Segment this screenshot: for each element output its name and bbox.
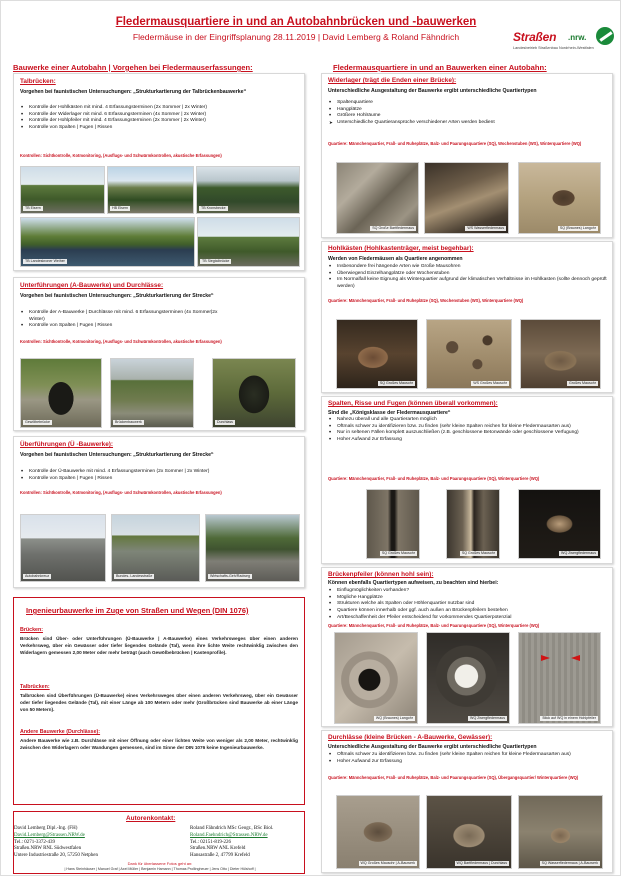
photo — [426, 319, 512, 389]
list-item: • Kontrolle von Spalten | Fugen | Rissen — [20, 323, 220, 330]
photo-caption: HB Eisern — [112, 206, 129, 210]
photo-caption: WQ Zwergfledermaus — [561, 551, 596, 555]
andere-bauwerke-text: Andere Bauwerke wie z.B. Durchlässe mit einer Öffnung oder einer lichten Weite von weniger als 2,00 Meter, rechtwinklig zwischen den Widerlagern oder Wandungen gemessen, sind im Sinne der DIN 1076 keine Ingenieurbauwerke. — [20, 738, 298, 750]
list-item: • Hoher Aufwand zur Erfassung — [328, 437, 608, 444]
talbruecken-def-text: Talbrücken sind Überführungen (Ü-Bauwerke) eines Verkehrsweges über einen anderen Verkehrsweg, über ein Gewässer oder tiefer liegendes Gelände (Tal), mit einer Länge ab 100 Metern oder mehr (Großbrücken sind Bauwerke ab einer Länge von 50 Metern). — [20, 693, 298, 712]
photo — [336, 319, 418, 389]
list-item: • Größere Hohlräume — [328, 113, 608, 120]
list-item: • Strukturen welche als Spalten oder Höhlenquartier nutzbar sind — [328, 601, 608, 608]
photo — [366, 489, 420, 559]
photo-caption: TB Eisern — [25, 206, 41, 210]
contact-box — [13, 811, 305, 874]
photo-caption: WS Großes Mausohr — [473, 381, 507, 385]
photo-caption: WQ Großes Mausohr | A-Bauwerk — [360, 861, 415, 865]
poster-title: Fledermausquartiere in und an Autobahnbrücken und -bauwerken — [115, 16, 477, 28]
andere-bauwerke-head: Andere Bauwerke (Durchlässe): — [20, 729, 101, 735]
photo — [518, 489, 601, 559]
unterfuehrungen-controls: Kontrollen: Sichtkontrolle, Kotmonitoring, (Ausflugs- und Schwärmkontrollen, akustische Erfassungen) — [20, 339, 222, 344]
spalten-list — [328, 417, 608, 444]
photo-caption: TB Landeskroner Weiher — [25, 259, 65, 263]
photo — [110, 358, 194, 428]
photo — [336, 162, 419, 234]
road-sign-icon — [596, 27, 614, 45]
talbruecken-box — [13, 73, 305, 271]
author-contact-faehndrich — [190, 826, 306, 860]
list-item: • Art/Beschaffenheit der Pfeiler entscheidend für vorkommendes Quartierpotenzial — [328, 615, 608, 622]
widerlager-box — [321, 73, 613, 238]
photo — [518, 795, 603, 869]
photo-credits-heading: Dank für überlassene Fotos geht an: — [127, 861, 193, 866]
right-column-heading: Fledermausquartiere in und an Bauwerken einer Autobahn: — [333, 63, 547, 72]
pfeiler-title: Brückenpfeiler (können hohl sein): — [328, 571, 434, 578]
hohlkaesten-quartiere: Quartiere: Männchenquartier, Fraß- und Ruheplätze (SQ), Wochenstuben (WS), Winterquartiere (WQ) — [328, 298, 524, 303]
durchlaesse-title: Durchlässe (kleine Brücken - A-Bauwerke, Gewässer): — [328, 734, 493, 741]
list-item: • Nahezu überall und alle Quartierarten möglich — [328, 417, 608, 424]
photo-caption: SQ Großes Mausohr — [461, 551, 495, 555]
widerlager-title: Widerlager (trägt die Enden einer Brücke): — [328, 77, 457, 84]
photo — [20, 514, 106, 582]
contact-title: Autorenkontakt: — [126, 815, 176, 822]
list-item: • Insbesondere frei hängende Arten wie Große Mausohren — [328, 264, 608, 271]
widerlager-quartiere: Quartiere: Männchenquartier, Fraß- und Ruheplätze, Balz- und Paarungsquartiere (SQ), Wochenstuben (WS), Winterquartiere (WQ) — [328, 141, 582, 146]
pfeiler-sub: Können ebenfalls Quartiertypen aufweisen, zu beachten sind hierbei: — [328, 580, 499, 586]
list-item: • Kontrolle der Hohlkästen mit mind. 4 Erfassungsterminen (2x Sommer | 2x Winter) — [20, 105, 300, 112]
spalten-quartiere: Quartiere: Männchenquartier, Fraß- und Ruheplätze, Balz- und Paarungsquartiere (SQ), Winterquartiere (WQ) — [328, 476, 540, 481]
widerlager-list — [328, 100, 608, 127]
photo-caption: WS Wasserfledermaus — [467, 226, 504, 230]
photo — [518, 162, 601, 234]
photo-caption: WQ Bartfledermaus | Durchlass — [456, 861, 507, 865]
logo-tagline: Landesbetrieb Straßenbau Nordrhein-Westfalen — [513, 46, 594, 50]
unterfuehrungen-box — [13, 277, 305, 431]
photo-caption: Wirtschafts-Geh/Radweg — [210, 574, 250, 578]
logo-nrw: .nrw. — [568, 33, 587, 42]
photo-caption: TB Siegtalbrücke — [202, 259, 230, 263]
photo — [20, 217, 195, 267]
photo-caption: Blick auf WQ in einem Hohlpfeiler — [542, 716, 596, 720]
list-item: • Nur in seltenen Fällen komplett auszuschließen (z.B. geschlossene Betonwände oder geschlossene Verfugung) — [328, 430, 608, 437]
photo — [20, 166, 105, 214]
spalten-box — [321, 396, 613, 564]
red-arrow-icon — [571, 655, 580, 661]
pfeiler-quartiere: Quartiere: Männchenquartier, Fraß- und Ruheplätze, Balz- und Paarungsquartiere (SQ), Winterquartiere (WQ) — [328, 623, 540, 628]
author-office: Straßen.NRW ANL Krefeld — [190, 846, 246, 852]
red-arrow-icon — [541, 655, 550, 661]
ueberfuehrungen-list — [20, 469, 300, 482]
strassen-nrw-logo — [513, 27, 617, 57]
durchlaesse-box — [321, 730, 613, 873]
hohlkaesten-box — [321, 241, 613, 393]
list-item: • Kontrolle der Widerlager mit mind. 6 Erfassungsterminen (4x Sommer | 2x Winter) — [20, 112, 300, 119]
talbruecken-list — [20, 105, 300, 132]
list-item: • Kontrolle der A-Bauwerke | Durchlässe mit mind. 6 Erfassungsterminen (4x Sommer|2x Winter) — [20, 310, 220, 323]
poster-subtitle: Fledermäuse in der Eingriffsplanung 28.11.2019 | David Lemberg & Roland Fähndrich — [132, 32, 460, 42]
hohlkaesten-sub: Werden von Fledermäusen als Quartiere angenommen — [328, 256, 463, 262]
list-item: • Im Normalfall keine Eignung als Winterquartier aufgrund der klimatischen Verhältnisse im Hohlkasten (sollte dennoch geprüft werden) — [328, 277, 608, 290]
talbruecken-def-head: Talbrücken: — [20, 684, 50, 690]
bruecken-text: Brücken sind Über- oder Unterführungen (Ü-Bauwerke | A-Bauwerke) eines Verkehrsweges über einen anderen Verkehrsweg, über ein Gewässer oder tiefer liegendes Gelände (Tal), wenn ihre lichte Weite rechtwinklig zwischen den Widerlagern gemessen 2,00 Meter oder mehr beträgt (auch Gewölbebrücken | Kastenprofile). — [20, 636, 298, 655]
photo — [424, 162, 509, 234]
photo-caption: SQ Große Bartfledermaus — [372, 226, 414, 230]
author-name: David Lemberg Dipl.-Ing. (FH) — [14, 826, 78, 831]
list-item: • Überwiegend Einzelhangplätze oder Wochenstuben — [328, 271, 608, 278]
author-email-link[interactable]: David.Lemberg@Strassen.NRW.de — [14, 832, 85, 838]
photo-caption: SQ Großes Mausohr — [381, 551, 415, 555]
photo-credits-names: | Hans Steinhäuser | Manuel Graf | Axel Müller | Benjamin Hamann | Thomas Prollingheuer | Jens Otto | Dieter Hülshoff | — [64, 867, 256, 871]
photo-caption: Bundes- Landesstraße — [116, 574, 153, 578]
author-phone: Tel.: 0271-3372-439 — [14, 839, 56, 845]
ueberfuehrungen-sub: Vorgehen bei faunistischen Untersuchungen: „Strukturkartierung der Strecke“ — [20, 452, 214, 458]
photo — [197, 217, 300, 267]
photo-caption: SQ Großes Mausohr — [379, 381, 413, 385]
list-item: • Mögliche Hangplätze — [328, 595, 608, 602]
hohlkaesten-list — [328, 264, 608, 291]
author-office: Straßen.NRW RNL Südwestfalen — [14, 846, 82, 852]
list-item: • Spaltenquartiere — [328, 100, 608, 107]
bruecken-head: Brücken: — [20, 627, 43, 633]
logo-word: Straßen — [513, 30, 557, 44]
talbruecken-controls: Kontrollen: Sichtkontrolle, Kotmonitoring, (Ausflugs- und Schwärmkontrollen, akustische Erfassungen) — [20, 153, 222, 158]
author-phone: Tel.: 02151-819-226 — [190, 839, 232, 845]
photo — [205, 514, 300, 582]
ueberfuehrungen-title: Überführungen (Ü -Bauwerke): — [20, 441, 114, 448]
photo — [111, 514, 200, 582]
photo — [107, 166, 194, 214]
photo-caption: Gewölbebrücke — [25, 420, 50, 424]
list-item: • Hoher Aufwand zur Erfassung — [328, 759, 608, 766]
ueberfuehrungen-box — [13, 436, 305, 588]
durchlaesse-quartiere: Quartiere: Männchenquartier, Fraß- und Ruheplätze, Balz- und Paarungsquartiere (SQ), Übergangsquartier/ Winterquartiere (WQ) — [328, 775, 579, 780]
list-item: • Einflugmöglichkeiten vorhanden? — [328, 588, 608, 595]
author-address: Untere Industriestraße 20, 57250 Netphen — [14, 853, 99, 859]
talbruecken-title: Talbrücken: — [20, 78, 56, 85]
list-item: • Quartiere können innerhalb oder ggf. auch außen an Brückenpfeilern bestehen — [328, 608, 608, 615]
ueberfuehrungen-controls: Kontrollen: Sichtkontrolle, Kotmonitoring, (Ausflugs- und Schwärmkontrollen, akustische Erfassungen) — [20, 490, 222, 495]
durchlaesse-sub: Unterschiedliche Ausgestaltung der Bauwerke ergibt unterschiedliche Quartiertypen — [328, 744, 537, 750]
photo-caption: Autobahnkreuz — [25, 574, 50, 578]
din1076-box — [13, 597, 305, 805]
photo — [336, 795, 420, 869]
unterfuehrungen-sub: Vorgehen bei faunistischen Untersuchungen: „Strukturkartierung der Strecke“ — [20, 293, 214, 299]
list-item: • Oftmals schwer zu identifizieren bzw. zu finden (sehr kleine Spalten reichen für kleine Fledermausarten aus) — [328, 424, 608, 431]
photo-caption: SQ Wasserfledermaus | A-Bauwerk — [541, 861, 598, 865]
photo-caption: TB Kronsbecke — [201, 206, 226, 210]
list-item: • Kontrolle von Spalten | Fugen | Rissen — [20, 476, 300, 483]
photo — [196, 166, 300, 214]
author-contact-lemberg — [14, 826, 154, 860]
list-item: • Hangplätze — [328, 107, 608, 114]
durchlaesse-list — [328, 752, 608, 765]
photo-caption: Großes Mausohr — [569, 381, 596, 385]
spalten-title: Spalten, Risse und Fugen (können überall vorkommen): — [328, 400, 498, 407]
din1076-title: Ingenieurbauwerke im Zuge von Straßen und Wegen (DIN 1076) — [26, 606, 249, 615]
photo-caption: SQ (Braunes) Langohr — [559, 226, 596, 230]
unterfuehrungen-title: Unterführungen (A-Bauwerke) und Durchlässe: — [20, 282, 164, 289]
list-item: • Kontrolle von Spalten | Fugen | Rissen — [20, 125, 300, 132]
photo — [446, 489, 500, 559]
photo — [518, 632, 601, 724]
photo — [426, 632, 510, 724]
list-item: • Kontrolle der Ü-Bauwerke mit mind. 4 Erfassungsterminen (2x Sommer | 2x Winter) — [20, 469, 300, 476]
left-column-heading: Bauwerke einer Autobahn | Vorgehen bei Fledermauserfassungen: — [13, 63, 253, 72]
spalten-sub: Sind die „Königsklasse der Fledermausquartiere“ — [328, 410, 451, 416]
list-item: ➤ Unterschiedliche Quartieransprüche verschiedener Arten werden bedient — [328, 120, 608, 127]
photo — [334, 632, 418, 724]
photo-caption: Durchlass — [217, 420, 233, 424]
photo-caption: WQ Zwergfledermaus — [470, 716, 505, 720]
hohlkaesten-title: Hohlkästen (Hohlkastenträger, meist begehbar): — [328, 245, 474, 252]
photo — [520, 319, 601, 389]
unterfuehrungen-list — [20, 310, 220, 330]
photo — [212, 358, 296, 428]
widerlager-sub: Unterschiedliche Ausgestaltung der Bauwerke ergibt unterschiedliche Quartiertypen — [328, 88, 537, 94]
author-address: Hansastraße 2, 47799 Krefeld — [190, 853, 250, 859]
author-name: Roland Fähndrich MSc Geogr., BSc Biol. — [190, 826, 274, 831]
photo-caption: Brückenbauwerk — [115, 420, 142, 424]
list-item: • Kontrolle der Hohlpfeiler mit mind. 4 Erfassungsterminen (2x Sommer | 2x Winter) — [20, 118, 300, 125]
photo — [20, 358, 102, 428]
talbruecken-sub: Vorgehen bei faunistischen Untersuchungen: „Strukturkartierung der Talbrückenbauwerke“ — [20, 89, 247, 95]
photo — [426, 795, 512, 869]
pfeiler-list — [328, 588, 608, 622]
pfeiler-box — [321, 567, 613, 727]
author-email-link[interactable]: Roland.Faehndrich@Strassen.NRW.de — [190, 832, 268, 838]
list-item: • Oftmals schwer zu identifizieren bzw. zu finden (sehr kleine Spalten reichen für kleine Fledermausarten aus) — [328, 752, 608, 759]
photo-caption: WQ (Braunes) Langohr — [375, 716, 413, 720]
